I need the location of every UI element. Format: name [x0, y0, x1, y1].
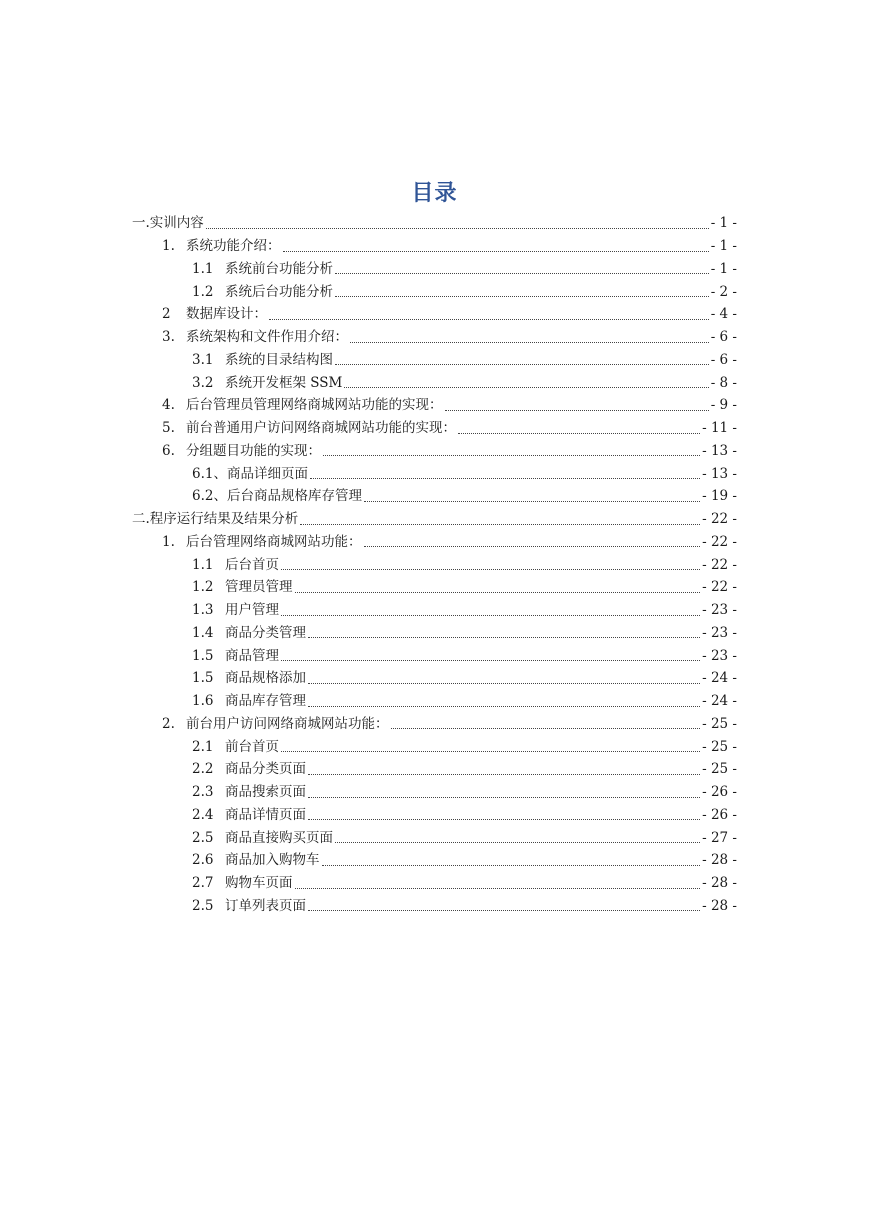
toc-dot-leader	[322, 865, 701, 866]
toc-entry-label: 系统架构和文件作用介绍：	[186, 329, 348, 346]
toc-entry-page-number: - 28 -	[702, 852, 737, 869]
toc-entry-page-number: - 6 -	[710, 351, 737, 368]
toc-entry[interactable]	[0, 781, 869, 804]
toc-dot-leader	[344, 387, 708, 388]
toc-entry[interactable]	[0, 713, 869, 736]
toc-entry-number: 2.7	[192, 875, 214, 892]
toc-entry-page-number: - 1 -	[710, 215, 737, 232]
toc-entry[interactable]	[0, 462, 869, 485]
toc-entry-number: 6.	[162, 442, 175, 459]
toc-list	[0, 212, 869, 917]
toc-entry-page-number: - 28 -	[702, 875, 737, 892]
toc-entry-number: 1.2	[192, 283, 214, 300]
toc-entry[interactable]	[0, 804, 869, 827]
toc-entry-number: 二.	[132, 511, 150, 528]
toc-dot-leader	[350, 342, 709, 343]
toc-entry-label: 商品详情页面	[225, 806, 306, 823]
toc-dot-leader	[281, 660, 700, 661]
toc-dot-leader	[308, 706, 700, 707]
toc-entry-page-number: - 23 -	[702, 602, 737, 619]
toc-entry-label: 程序运行结果及结果分析	[149, 511, 299, 528]
toc-entry-label: 商品直接购买页面	[225, 829, 333, 846]
toc-entry-page-number: - 1 -	[710, 238, 737, 255]
toc-entry[interactable]	[0, 667, 869, 690]
toc-entry-label: 系统后台功能分析	[225, 283, 333, 300]
toc-entry-number: 1.	[162, 533, 175, 550]
toc-dot-leader	[281, 615, 700, 616]
toc-entry-number: 1.6	[192, 693, 214, 710]
toc-entry[interactable]	[0, 690, 869, 713]
toc-entry-label: 前台首页	[225, 738, 279, 755]
toc-entry-label: 分组题目功能的实现：	[186, 442, 321, 459]
toc-dot-leader	[308, 683, 700, 684]
toc-entry-number: 一.	[132, 215, 150, 232]
toc-entry[interactable]	[0, 576, 869, 599]
toc-entry-number: 1.1	[192, 260, 214, 277]
toc-dot-leader	[335, 842, 700, 843]
toc-entry[interactable]	[0, 235, 869, 258]
toc-dot-leader	[295, 592, 701, 593]
toc-entry-page-number: - 4 -	[710, 306, 737, 323]
toc-entry-number: 2	[162, 306, 171, 323]
toc-entry-label: 购物车页面	[225, 875, 293, 892]
toc-entry-label: 系统功能介绍：	[186, 238, 281, 255]
toc-entry-number: 2.2	[192, 761, 214, 778]
toc-entry-page-number: - 9 -	[710, 397, 737, 414]
toc-entry-page-number: - 1 -	[710, 260, 737, 277]
toc-entry-page-number: - 25 -	[702, 761, 737, 778]
toc-entry-number: 1.5	[192, 670, 214, 687]
toc-entry-page-number: - 23 -	[702, 647, 737, 664]
toc-entry[interactable]	[0, 280, 869, 303]
toc-dot-leader	[308, 797, 700, 798]
toc-entry-label: 商品分类页面	[225, 761, 306, 778]
toc-entry-page-number: - 25 -	[702, 738, 737, 755]
toc-entry[interactable]	[0, 895, 869, 918]
toc-dot-leader	[364, 546, 701, 547]
toc-entry-page-number: - 23 -	[702, 624, 737, 641]
toc-entry[interactable]	[0, 326, 869, 349]
toc-entry[interactable]	[0, 258, 869, 281]
toc-dot-leader	[308, 910, 700, 911]
toc-entry-number: 2.	[162, 715, 175, 732]
toc-entry-number: 2.4	[192, 806, 214, 823]
toc-entry-page-number: - 27 -	[702, 829, 737, 846]
toc-entry[interactable]	[0, 644, 869, 667]
toc-dot-leader	[364, 501, 700, 502]
toc-entry-number: 1.	[162, 238, 175, 255]
toc-entry-number: 1.1	[192, 556, 214, 573]
toc-entry-page-number: - 22 -	[702, 556, 737, 573]
toc-entry[interactable]	[0, 735, 869, 758]
toc-dot-leader	[308, 819, 700, 820]
toc-entry-label: 商品加入购物车	[225, 852, 320, 869]
toc-entry[interactable]	[0, 599, 869, 622]
toc-entry-label: 实训内容	[149, 215, 204, 232]
toc-entry[interactable]	[0, 622, 869, 645]
toc-entry-page-number: - 28 -	[702, 897, 737, 914]
toc-entry-page-number: - 26 -	[702, 784, 737, 801]
toc-entry-label: 数据库设计：	[186, 306, 267, 323]
toc-entry[interactable]	[0, 485, 869, 508]
toc-entry[interactable]	[0, 553, 869, 576]
toc-entry-page-number: - 24 -	[702, 693, 737, 710]
toc-entry-label: 后台管理员管理网络商城网站功能的实现：	[186, 397, 443, 414]
toc-entry-number: 3.	[162, 329, 175, 346]
toc-entry[interactable]	[0, 531, 869, 554]
toc-dot-leader	[281, 569, 700, 570]
toc-entry-page-number: - 26 -	[702, 806, 737, 823]
toc-entry-label: 后台首页	[225, 556, 279, 573]
toc-entry-label: 商品管理	[225, 647, 279, 664]
toc-entry-page-number: - 13 -	[702, 442, 737, 459]
toc-entry-page-number: - 2 -	[710, 283, 737, 300]
toc-entry-page-number: - 19 -	[702, 488, 737, 505]
toc-entry-number: 3.1	[192, 351, 214, 368]
toc-dot-leader	[308, 637, 700, 638]
toc-entry-label: 订单列表页面	[225, 897, 306, 914]
toc-entry-number: 1.2	[192, 579, 214, 596]
toc-dot-leader	[458, 433, 700, 434]
toc-entry-label: 6.1、商品详细页面	[192, 465, 308, 482]
toc-entry-label: 系统的目录结构图	[225, 351, 333, 368]
toc-dot-leader	[295, 888, 701, 889]
toc-entry-page-number: - 6 -	[710, 329, 737, 346]
toc-entry-label: 商品分类管理	[225, 624, 306, 641]
toc-title: 目录	[411, 181, 458, 206]
toc-entry-page-number: - 22 -	[702, 533, 737, 550]
toc-entry[interactable]	[0, 417, 869, 440]
toc-entry-number: 2.5	[192, 897, 214, 914]
toc-dot-leader	[335, 296, 709, 297]
toc-entry-number: 2.6	[192, 852, 214, 869]
toc-entry-page-number: - 11 -	[702, 420, 737, 437]
toc-entry-label: 后台管理网络商城网站功能：	[186, 533, 362, 550]
toc-dot-leader	[323, 455, 700, 456]
toc-dot-leader	[445, 410, 709, 411]
toc-entry[interactable]	[0, 826, 869, 849]
toc-entry[interactable]	[0, 440, 869, 463]
toc-entry-page-number: - 24 -	[702, 670, 737, 687]
toc-dot-leader	[283, 251, 709, 252]
toc-entry-number: 1.5	[192, 647, 214, 664]
toc-entry-number: 2.1	[192, 738, 214, 755]
toc-entry[interactable]	[0, 394, 869, 417]
toc-entry[interactable]	[0, 872, 869, 895]
toc-entry-page-number: - 22 -	[702, 511, 737, 528]
toc-entry-page-number: - 13 -	[702, 465, 737, 482]
toc-dot-leader	[269, 319, 709, 320]
toc-entry[interactable]	[0, 349, 869, 372]
toc-entry-label: 前台普通用户访问网络商城网站功能的实现：	[186, 420, 456, 437]
toc-entry-number: 1.4	[192, 624, 214, 641]
toc-entry[interactable]	[0, 758, 869, 781]
toc-dot-leader	[310, 478, 700, 479]
toc-entry-number: 1.3	[192, 602, 214, 619]
toc-dot-leader	[206, 228, 709, 229]
toc-entry-label: 商品规格添加	[225, 670, 306, 687]
toc-entry-label: 6.2、后台商品规格库存管理	[192, 488, 362, 505]
toc-entry[interactable]	[0, 212, 869, 235]
toc-dot-leader	[391, 728, 701, 729]
toc-entry-label: 前台用户访问网络商城网站功能：	[186, 715, 389, 732]
toc-entry-number: 4.	[162, 397, 175, 414]
toc-dot-leader	[335, 273, 709, 274]
toc-entry-page-number: - 8 -	[710, 374, 737, 391]
toc-entry[interactable]	[0, 508, 869, 531]
toc-entry-number: 2.3	[192, 784, 214, 801]
toc-entry-label: 系统开发框架 SSM	[225, 374, 343, 391]
toc-entry-label: 用户管理	[225, 602, 279, 619]
toc-entry-page-number: - 22 -	[702, 579, 737, 596]
toc-entry-label: 商品搜索页面	[225, 784, 306, 801]
toc-entry-label: 管理员管理	[225, 579, 293, 596]
toc-entry-page-number: - 25 -	[702, 715, 737, 732]
toc-entry-number: 3.2	[192, 374, 214, 391]
toc-entry-label: 商品库存管理	[225, 693, 306, 710]
toc-dot-leader	[281, 751, 700, 752]
toc-dot-leader	[308, 774, 700, 775]
toc-entry[interactable]	[0, 371, 869, 394]
toc-entry-number: 2.5	[192, 829, 214, 846]
toc-entry[interactable]	[0, 849, 869, 872]
toc-dot-leader	[300, 524, 700, 525]
toc-dot-leader	[335, 364, 709, 365]
toc-entry[interactable]	[0, 303, 869, 326]
toc-entry-number: 5.	[162, 420, 175, 437]
toc-entry-label: 系统前台功能分析	[225, 260, 333, 277]
